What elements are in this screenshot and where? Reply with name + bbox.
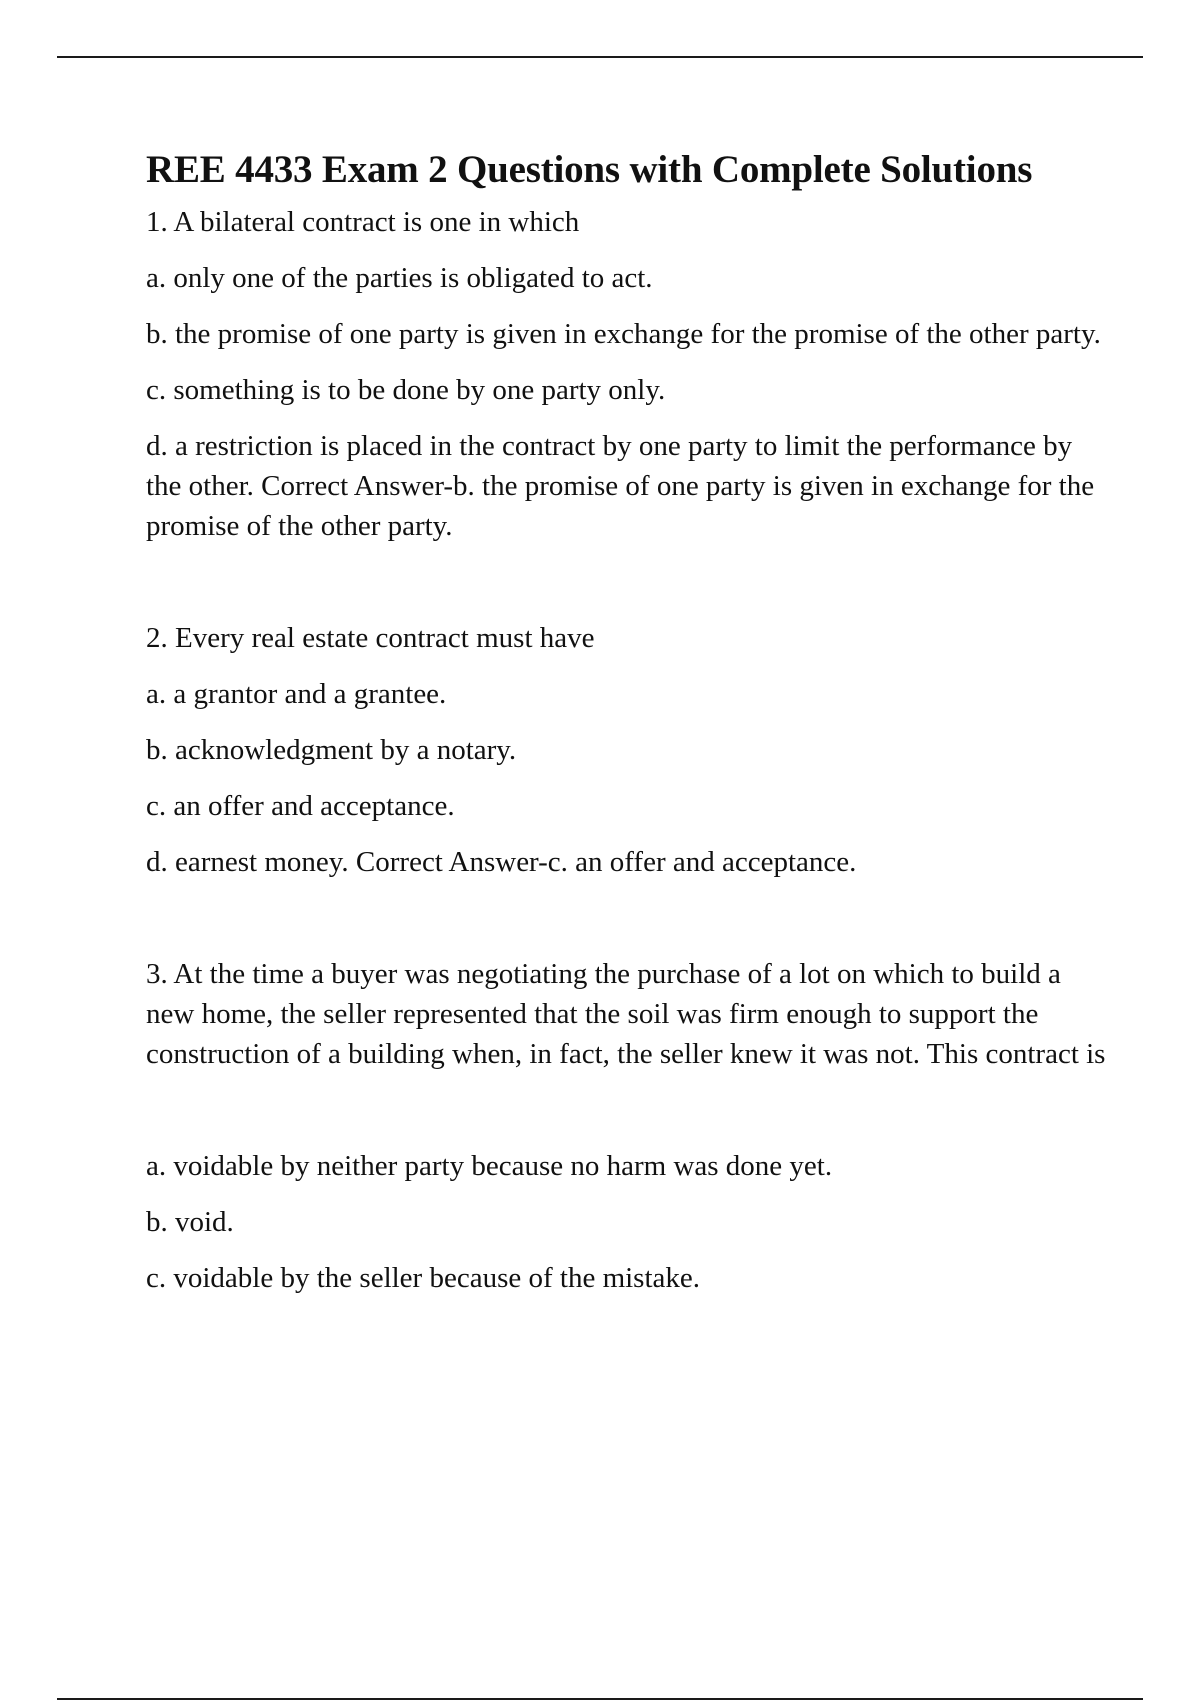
answer-option: b. void. (146, 1206, 234, 1238)
document-title: REE 4433 Exam 2 Questions with Complete Solutions (146, 148, 1033, 191)
answer-option: a. a grantor and a grantee. (146, 678, 447, 710)
answer-option: a. only one of the parties is obligated to act. (146, 262, 653, 294)
question-stem: 2. Every real estate contract must have (146, 622, 595, 654)
answer-option: c. voidable by the seller because of the mistake. (146, 1262, 701, 1294)
stem-spacer (146, 1090, 1106, 1146)
question-2 (146, 618, 1106, 882)
question-spacer (146, 898, 1106, 954)
answer-option: c. something is to be done by one party only. (146, 374, 666, 406)
question-stem: 3. At the time a buyer was negotiating the purchase of a lot on which to build a new home, the seller represented that the soil was firm enough to support the construction of a building when, in fact, the seller knew it was not. This contract is (146, 958, 1106, 1070)
answer-option-with-correct-answer: d. earnest money. Correct Answer-c. an offer and acceptance. (146, 846, 857, 878)
answer-option: c. an offer and acceptance. (146, 790, 455, 822)
answer-option: b. the promise of one party is given in exchange for the promise of the other party. (146, 318, 1101, 350)
question-1 (146, 202, 1106, 546)
answer-option: a. voidable by neither party because no harm was done yet. (146, 1150, 833, 1182)
question-spacer (146, 562, 1106, 618)
answer-option-with-correct-answer: d. a restriction is placed in the contract by one party to limit the performance by the other. Correct Answer-b. the promise of one party is given in exchange for the promise of the other party. (146, 430, 1095, 542)
answer-option: b. acknowledgment by a notary. (146, 734, 517, 766)
document-page (146, 140, 1106, 1314)
question-stem: 1. A bilateral contract is one in which (146, 206, 580, 238)
header-rule (57, 56, 1143, 58)
question-3 (146, 954, 1106, 1298)
